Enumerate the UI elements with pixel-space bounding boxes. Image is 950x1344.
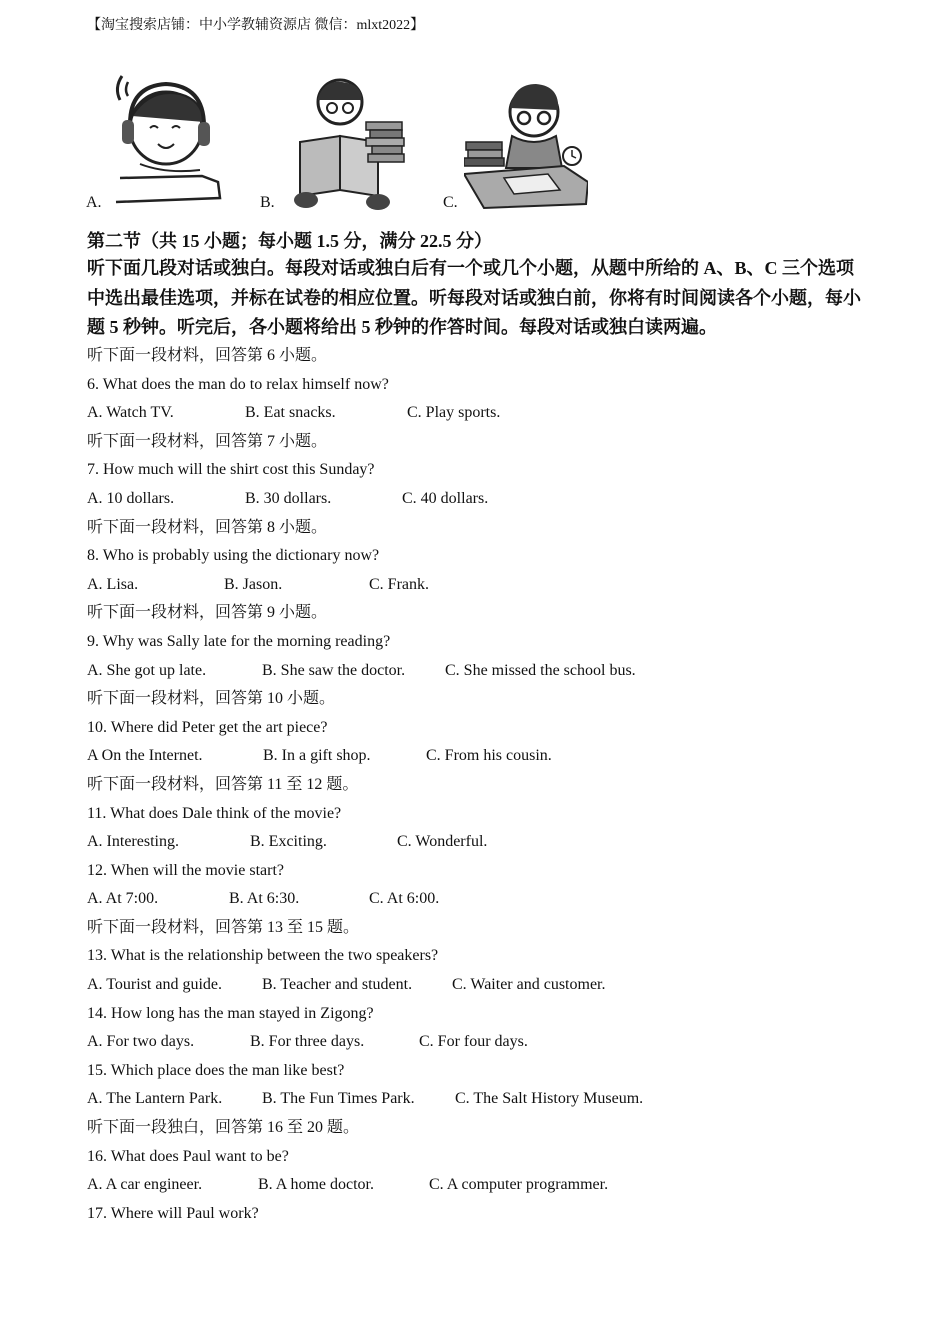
answer-option-b: B. The Fun Times Park. xyxy=(262,1090,415,1108)
answer-option-a: A. Tourist and guide. xyxy=(87,976,223,994)
answer-option-c: C. She missed the school bus. xyxy=(445,661,636,679)
page-header: 【淘宝搜索店铺：中小学教辅资源店 微信：mlxt2022】 xyxy=(87,18,425,33)
section-instructions: 听下面几段对话或独白。每段对话或独白后有一个或几个小题，从题中所给的 A、B、C 三个选项中选出最佳选项，并标在试卷的相应位置。听每段对话或独白前，你将有时间阅读各个小题，每小题 5 秒钟。听完后，各小题将给出 5 秒钟的作答时间。每段对话或独白读两遍。 xyxy=(87,258,861,337)
doing-homework-picture xyxy=(464,78,588,212)
answer-option-b: B. She saw the doctor. xyxy=(262,661,406,679)
answer-options xyxy=(87,485,887,514)
question-list xyxy=(87,342,887,1228)
answer-option-c: C. 40 dollars. xyxy=(402,489,489,507)
answer-option-c: C. The Salt History Museum. xyxy=(455,1090,644,1108)
question-text: 14. How long has the man stayed in Zigong? xyxy=(87,1004,374,1022)
question-text: 9. Why was Sally late for the morning reading? xyxy=(87,632,391,650)
answer-option-b: B. Teacher and student. xyxy=(262,976,413,994)
answer-options xyxy=(87,571,887,600)
question-text: 17. Where will Paul work? xyxy=(87,1204,259,1222)
question-text: 13. What is the relationship between the two speakers? xyxy=(87,947,439,965)
question-text: 16. What does Paul want to be? xyxy=(87,1147,289,1165)
answer-option-a: A. At 7:00. xyxy=(87,890,159,908)
question-text: 6. What does the man do to relax himself now? xyxy=(87,375,389,393)
answer-option-a: A. A car engineer. xyxy=(87,1176,203,1194)
picture-label-b: B. xyxy=(260,194,275,211)
question-text: 11. What does Dale think of the movie? xyxy=(87,804,342,822)
answer-option-c: C. Wonderful. xyxy=(397,833,488,851)
question-text: 12. When will the movie start? xyxy=(87,861,284,879)
listening-note: 听下面一段独白，回答第 16 至 20 题。 xyxy=(87,1119,360,1137)
answer-option-a: A. For two days. xyxy=(87,1033,195,1051)
question-text: 7. How much will the shirt cost this Sunday? xyxy=(87,461,375,479)
question-text: 10. Where did Peter get the art piece? xyxy=(87,718,328,736)
answer-option-a: A. Watch TV. xyxy=(87,404,174,422)
answer-option-b: B. For three days. xyxy=(250,1033,365,1051)
answer-options xyxy=(87,971,887,1000)
answer-options xyxy=(87,828,887,857)
listening-note: 听下面一段材料，回答第 6 小题。 xyxy=(87,347,328,364)
answer-option-c: C. A computer programmer. xyxy=(429,1176,609,1194)
listening-note: 听下面一段材料，回答第 8 小题。 xyxy=(87,518,328,536)
answer-option-b: B. Jason. xyxy=(224,575,283,593)
answer-option-b: B. 30 dollars. xyxy=(245,489,332,507)
picture-label-a: A. xyxy=(86,194,102,211)
answer-option-a: A. Lisa. xyxy=(87,575,139,593)
listening-note: 听下面一段材料，回答第 10 小题。 xyxy=(87,690,336,708)
answer-option-a: A. 10 dollars. xyxy=(87,489,175,507)
answer-option-b: B. Eat snacks. xyxy=(245,404,336,422)
picture-label-c: C. xyxy=(443,194,458,211)
answer-option-b: B. Exciting. xyxy=(250,833,327,851)
listening-note: 听下面一段材料，回答第 13 至 15 题。 xyxy=(87,918,360,936)
answer-option-b: B. In a gift shop. xyxy=(263,747,371,765)
reading-book-picture xyxy=(286,78,410,212)
answer-option-c: C. Waiter and customer. xyxy=(452,976,606,994)
answer-options xyxy=(87,885,887,914)
listening-note: 听下面一段材料，回答第 7 小题。 xyxy=(87,432,328,450)
answer-options xyxy=(87,399,887,428)
question-text: 8. Who is probably using the dictionary now? xyxy=(87,547,380,565)
answer-options xyxy=(87,1028,887,1057)
answer-option-c: C. Play sports. xyxy=(407,404,501,422)
answer-option-a: A. Interesting. xyxy=(87,833,179,851)
section-title: 第二节（共 15 小题；每小题 1.5 分，满分 22.5 分） xyxy=(87,231,492,251)
answer-option-a: A. She got up late. xyxy=(87,661,207,679)
listening-note: 听下面一段材料，回答第 11 至 12 题。 xyxy=(87,775,359,793)
listening-note: 听下面一段材料，回答第 9 小题。 xyxy=(87,604,328,622)
answer-option-c: C. At 6:00. xyxy=(369,890,440,908)
picture-options xyxy=(86,66,606,216)
answer-option-b: B. At 6:30. xyxy=(229,890,300,908)
answer-option-c: C. From his cousin. xyxy=(426,747,552,765)
answer-options xyxy=(87,1171,887,1200)
answer-option-c: C. Frank. xyxy=(369,575,429,593)
listening-music-picture xyxy=(110,66,226,212)
answer-option-b: B. A home doctor. xyxy=(258,1176,374,1194)
answer-option-c: C. For four days. xyxy=(419,1033,528,1051)
answer-option-a: A. The Lantern Park. xyxy=(87,1090,223,1108)
question-text: 15. Which place does the man like best? xyxy=(87,1061,345,1079)
answer-options xyxy=(87,1085,887,1114)
answer-option-a: A On the Internet. xyxy=(87,747,203,765)
answer-options xyxy=(87,657,887,686)
answer-options xyxy=(87,742,887,771)
